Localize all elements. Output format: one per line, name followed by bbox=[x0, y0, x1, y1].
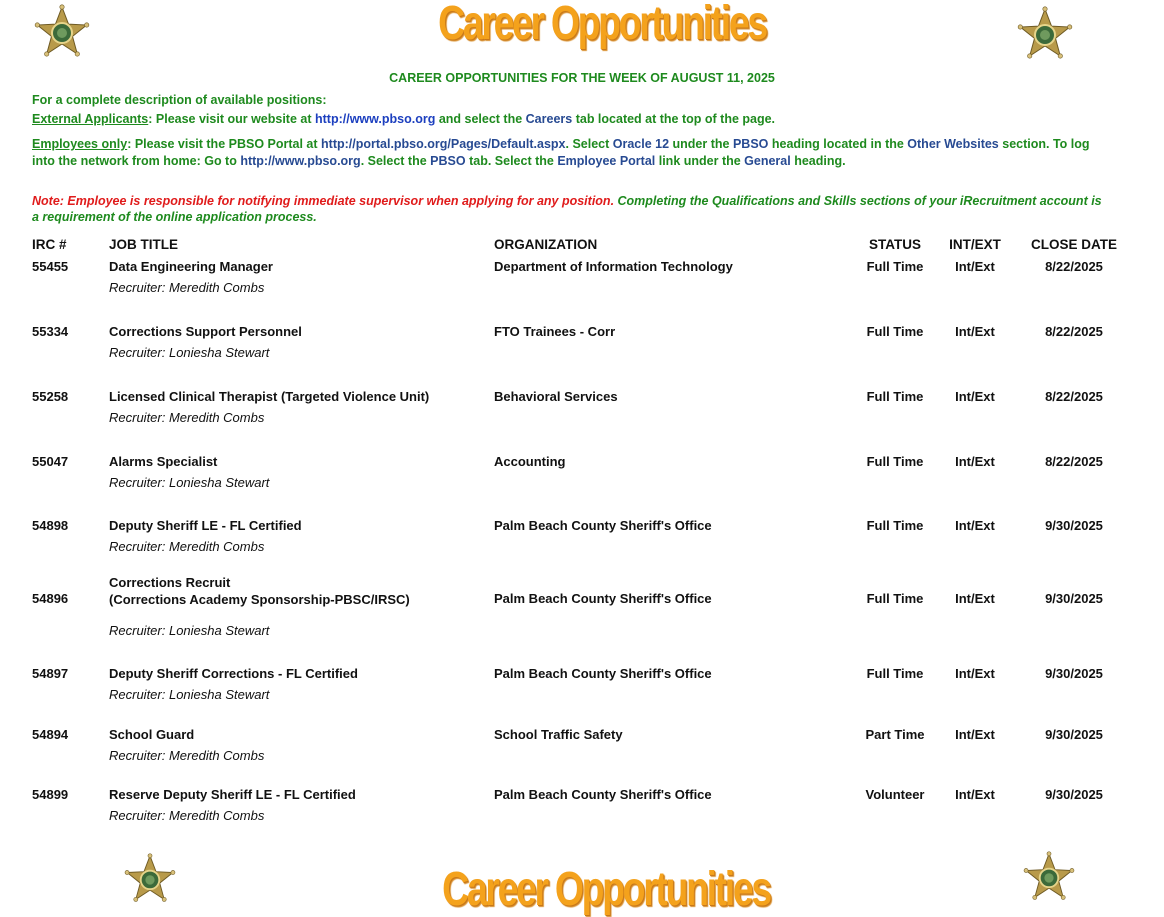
sheriff-star-badge-icon bbox=[1017, 6, 1073, 62]
table-row-recruiter: Recruiter: Meredith Combs bbox=[109, 280, 265, 295]
table-row-close-date: 8/22/2025 bbox=[1045, 454, 1103, 469]
table-row-status: Full Time bbox=[866, 518, 924, 533]
table-row-close-date: 8/22/2025 bbox=[1045, 324, 1103, 339]
table-row-job-title[interactable]: Reserve Deputy Sheriff LE - FL Certified bbox=[109, 787, 356, 802]
table-row-job-title[interactable]: Alarms Specialist bbox=[109, 454, 218, 469]
table-row-organization: School Traffic Safety bbox=[494, 727, 623, 742]
table-row-irc: 55455 bbox=[32, 259, 69, 274]
sheriff-star-badge-icon bbox=[1023, 851, 1075, 903]
employee-portal-ref: Employee Portal bbox=[557, 154, 656, 168]
table-row-close-date: 9/30/2025 bbox=[1045, 727, 1103, 742]
table-row-irc: 54898 bbox=[32, 518, 69, 533]
col-header-close-date: CLOSE DATE bbox=[1030, 237, 1117, 252]
banner-title-top: Career Opportunities bbox=[438, 0, 766, 50]
external-applicants-label: External Applicants bbox=[32, 112, 149, 126]
col-header-int-ext: INT/EXT bbox=[949, 237, 1001, 252]
table-row-recruiter: Recruiter: Loniesha Stewart bbox=[109, 623, 270, 638]
col-header-job-title: JOB TITLE bbox=[109, 237, 179, 252]
table-row-int-ext: Int/Ext bbox=[955, 324, 995, 339]
table-row-status: Volunteer bbox=[865, 787, 925, 802]
table-row-irc: 54894 bbox=[32, 727, 69, 742]
table-row-status: Part Time bbox=[865, 727, 925, 742]
banner-title-bottom: Career Opportunities bbox=[442, 863, 770, 916]
table-row-recruiter: Recruiter: Meredith Combs bbox=[109, 539, 265, 554]
table-row-status: Full Time bbox=[866, 666, 924, 681]
table-row-int-ext: Int/Ext bbox=[955, 454, 995, 469]
table-row-job-title[interactable]: Licensed Clinical Therapist (Targeted Violence Unit) bbox=[109, 389, 430, 404]
note-line-2: a requirement of the online application process. bbox=[32, 210, 317, 224]
pbso-tab-ref: PBSO bbox=[430, 154, 466, 168]
table-row-irc: 54896 bbox=[32, 591, 69, 606]
table-row-job-title-line-2: (Corrections Academy Sponsorship-PBSC/IRSC) bbox=[109, 592, 410, 607]
table-row-int-ext: Int/Ext bbox=[955, 727, 995, 742]
table-row-irc: 55258 bbox=[32, 389, 69, 404]
table-row-irc: 55334 bbox=[32, 324, 69, 339]
table-row-recruiter: Recruiter: Meredith Combs bbox=[109, 410, 265, 425]
table-row-organization: Department of Information Technology bbox=[494, 259, 733, 274]
table-row-int-ext: Int/Ext bbox=[955, 259, 995, 274]
table-row-irc: 55047 bbox=[32, 454, 69, 469]
table-row-job-title[interactable]: Deputy Sheriff LE - FL Certified bbox=[109, 518, 302, 533]
intro-line: For a complete description of available positions: bbox=[32, 93, 327, 107]
sheriff-star-badge-icon bbox=[124, 853, 176, 905]
table-row-status: Full Time bbox=[866, 591, 924, 606]
table-row-int-ext: Int/Ext bbox=[955, 591, 995, 606]
table-row-job-title[interactable]: School Guard bbox=[109, 727, 195, 742]
table-row-recruiter: Recruiter: Meredith Combs bbox=[109, 808, 265, 823]
home-website-link[interactable]: http://www.pbso.org bbox=[240, 154, 361, 168]
sheriff-star-badge-icon bbox=[34, 4, 90, 60]
table-row-int-ext: Int/Ext bbox=[955, 787, 995, 802]
table-row-close-date: 8/22/2025 bbox=[1045, 259, 1103, 274]
note-line-1: Note: Employee is responsible for notifying immediate supervisor when applying for any position. Completing the Qualifications and Skills sections of your iRecruitment account is bbox=[32, 194, 1102, 208]
table-row-job-title[interactable]: Corrections Recruit bbox=[109, 575, 231, 590]
table-row-recruiter: Recruiter: Loniesha Stewart bbox=[109, 687, 270, 702]
careers-tab-ref: Careers bbox=[525, 112, 573, 126]
portal-link[interactable]: http://portal.pbso.org/Pages/Default.aspx bbox=[321, 137, 566, 151]
table-row-irc: 54899 bbox=[32, 787, 69, 802]
oracle-ref: Oracle 12 bbox=[612, 137, 670, 151]
table-row-job-title[interactable]: Deputy Sheriff Corrections - FL Certified bbox=[109, 666, 358, 681]
table-row-organization: Behavioral Services bbox=[494, 389, 618, 404]
table-row-int-ext: Int/Ext bbox=[955, 389, 995, 404]
employees-only-label: Employees only bbox=[32, 137, 128, 151]
table-row-organization: FTO Trainees - Corr bbox=[494, 324, 616, 339]
table-row-recruiter: Recruiter: Meredith Combs bbox=[109, 748, 265, 763]
table-row-organization: Accounting bbox=[494, 454, 566, 469]
employees-only-line-1: Employees only: Please visit the PBSO Portal at http://portal.pbso.org/Pages/Default.aspx. Select Oracle 12 under the PBSO heading located in the Other Websites section. To log bbox=[32, 137, 1090, 151]
table-row-organization: Palm Beach County Sheriff's Office bbox=[494, 787, 712, 802]
table-row-close-date: 9/30/2025 bbox=[1045, 591, 1103, 606]
table-row-status: Full Time bbox=[866, 454, 924, 469]
table-row-organization: Palm Beach County Sheriff's Office bbox=[494, 518, 712, 533]
external-applicants-line: External Applicants: Please visit our website at http://www.pbso.org and select the Careers tab located at the top of the page. bbox=[32, 112, 776, 126]
table-row-close-date: 9/30/2025 bbox=[1045, 518, 1103, 533]
table-row-close-date: 9/30/2025 bbox=[1045, 787, 1103, 802]
website-link[interactable]: http://www.pbso.org bbox=[314, 112, 436, 126]
table-row-job-title[interactable]: Corrections Support Personnel bbox=[109, 324, 302, 339]
table-row-status: Full Time bbox=[866, 389, 924, 404]
general-heading-ref: General bbox=[744, 154, 791, 168]
employees-only-line-2: into the network from home: Go to http://www.pbso.org. Select the PBSO tab. Select the Employee Portal link under the General heading. bbox=[32, 154, 846, 168]
table-row-status: Full Time bbox=[866, 259, 924, 274]
table-row-status: Full Time bbox=[866, 324, 924, 339]
other-websites-ref: Other Websites bbox=[907, 137, 999, 151]
col-header-status: STATUS bbox=[869, 237, 921, 252]
table-row-close-date: 8/22/2025 bbox=[1045, 389, 1103, 404]
pbso-heading-ref: PBSO bbox=[732, 137, 769, 151]
table-row-int-ext: Int/Ext bbox=[955, 518, 995, 533]
table-row-job-title[interactable]: Data Engineering Manager bbox=[109, 259, 273, 274]
col-header-organization: ORGANIZATION bbox=[494, 237, 598, 252]
table-row-close-date: 9/30/2025 bbox=[1045, 666, 1103, 681]
table-row-irc: 54897 bbox=[32, 666, 69, 681]
week-line: CAREER OPPORTUNITIES FOR THE WEEK OF AUGUST 11, 2025 bbox=[389, 71, 775, 85]
table-row-recruiter: Recruiter: Loniesha Stewart bbox=[109, 345, 270, 360]
table-row-int-ext: Int/Ext bbox=[955, 666, 995, 681]
table-row-recruiter: Recruiter: Loniesha Stewart bbox=[109, 475, 270, 490]
col-header-irc: IRC # bbox=[32, 237, 67, 252]
table-row-organization: Palm Beach County Sheriff's Office bbox=[494, 591, 712, 606]
table-row-organization: Palm Beach County Sheriff's Office bbox=[494, 666, 712, 681]
